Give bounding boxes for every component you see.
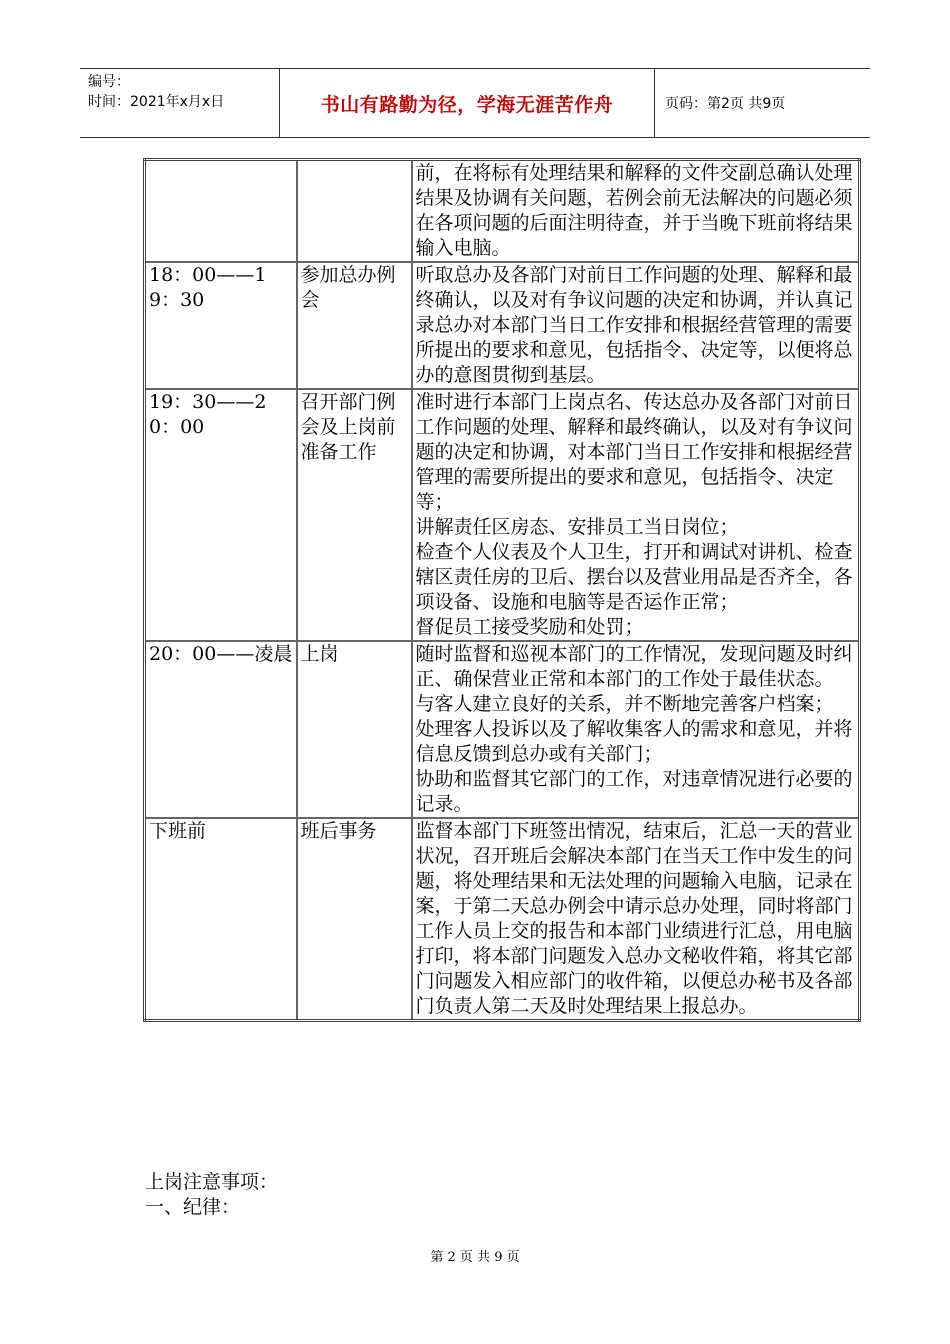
time-cell: 19：30——20：00: [145, 389, 297, 641]
description-paragraph: 讲解责任区房态、安排员工当日岗位；: [415, 516, 739, 538]
description-cell: [412, 641, 860, 818]
notes-heading: 上岗注意事项：: [145, 1171, 279, 1193]
time-cell: 下班前: [145, 818, 297, 1021]
document-date: 时间：2021年x月x日: [88, 94, 225, 110]
table-row: [145, 262, 860, 389]
table-row: [145, 160, 860, 263]
description-paragraph: 处理客人投诉以及了解收集客人的需求和意见，并将信息反馈到总办或有关部门；: [415, 718, 853, 765]
description-cell: [412, 262, 860, 389]
schedule-body: [145, 160, 860, 1021]
page-header: [80, 68, 870, 138]
header-motto: 书山有路勤为径，学海无涯苦作舟: [280, 69, 655, 137]
item-cell: 召开部门例会及上岗前准备工作: [297, 389, 412, 641]
page-footer: 第 2 页 共 9 页: [430, 1250, 520, 1265]
time-cell: 18：00——19：30: [145, 262, 297, 389]
description-paragraph: 前，在将标有处理结果和解释的文件交副总确认处理结果及协调有关问题，若例会前无法解决的问题必须在各项问题的后面注明待查，并于当晚下班前将结果输入电脑。: [415, 162, 853, 259]
notes-item-discipline: 一、纪律：: [145, 1196, 241, 1218]
description-cell: [412, 160, 860, 263]
item-cell: 上岗: [297, 641, 412, 818]
time-cell: 20：00——凌晨: [145, 641, 297, 818]
notes-section: [145, 1170, 278, 1220]
table-row: [145, 641, 860, 818]
table-row: [145, 818, 860, 1021]
header-page-info: 页码：第2页 共9页: [665, 96, 786, 112]
header-meta: [80, 69, 280, 137]
item-cell: [297, 160, 412, 263]
description-paragraph: 听取总办及各部门对前日工作问题的处理、解释和最终确认，以及对有争议问题的决定和协调，并认真记录总办对本部门当日工作安排和根据经营管理的需要所提出的要求和意见，包括指令、决定等，以便将总办的意图贯彻到基层。: [415, 264, 853, 386]
time-cell: [145, 160, 297, 263]
description-paragraph: 督促员工接受奖励和处罚；: [415, 616, 644, 638]
description-cell: [412, 389, 860, 641]
description-paragraph: 与客人建立良好的关系，并不断地完善客户档案；: [415, 693, 834, 715]
description-paragraph: 监督本部门下班签出情况，结束后，汇总一天的营业状况，召开班后会解决本部门在当天工作中发生的问题，将处理结果和无法处理的问题输入电脑，记录在案，于第二天总办例会中请示总办处理，同时将部门工作人员上交的报告和本部门业绩进行汇总，用电脑打印，将本部门问题发入总办文秘收件箱，将其它部门问题发入相应部门的收件箱，以便总办秘书及各部门负责人第二天及时处理结果上报总办。: [415, 820, 853, 1017]
description-paragraph: 准时进行本部门上岗点名、传达总办及各部门对前日工作问题的处理、解释和最终确认，以及对有争议问题的决定和协调，对本部门当日工作安排和根据经营管理的需要所提出的要求和意见，包括指令、决定等；: [415, 391, 853, 513]
description-paragraph: 协助和监督其它部门的工作，对违章情况进行必要的记录。: [415, 768, 853, 815]
item-cell: 班后事务: [297, 818, 412, 1021]
document-number-label: 编号：: [88, 74, 130, 90]
item-cell: 参加总办例会: [297, 262, 412, 389]
description-paragraph: 检查个人仪表及个人卫生，打开和调试对讲机、检查辖区责任房的卫后、摆台以及营业用品是否齐全，各项设备、设施和电脑等是否运作正常；: [415, 541, 853, 613]
description-cell: [412, 818, 860, 1021]
description-paragraph: 随时监督和巡视本部门的工作情况，发现问题及时纠正、确保营业正常和本部门的工作处于最佳状态。: [415, 643, 853, 690]
schedule-table: [143, 158, 861, 1022]
table-row: [145, 389, 860, 641]
